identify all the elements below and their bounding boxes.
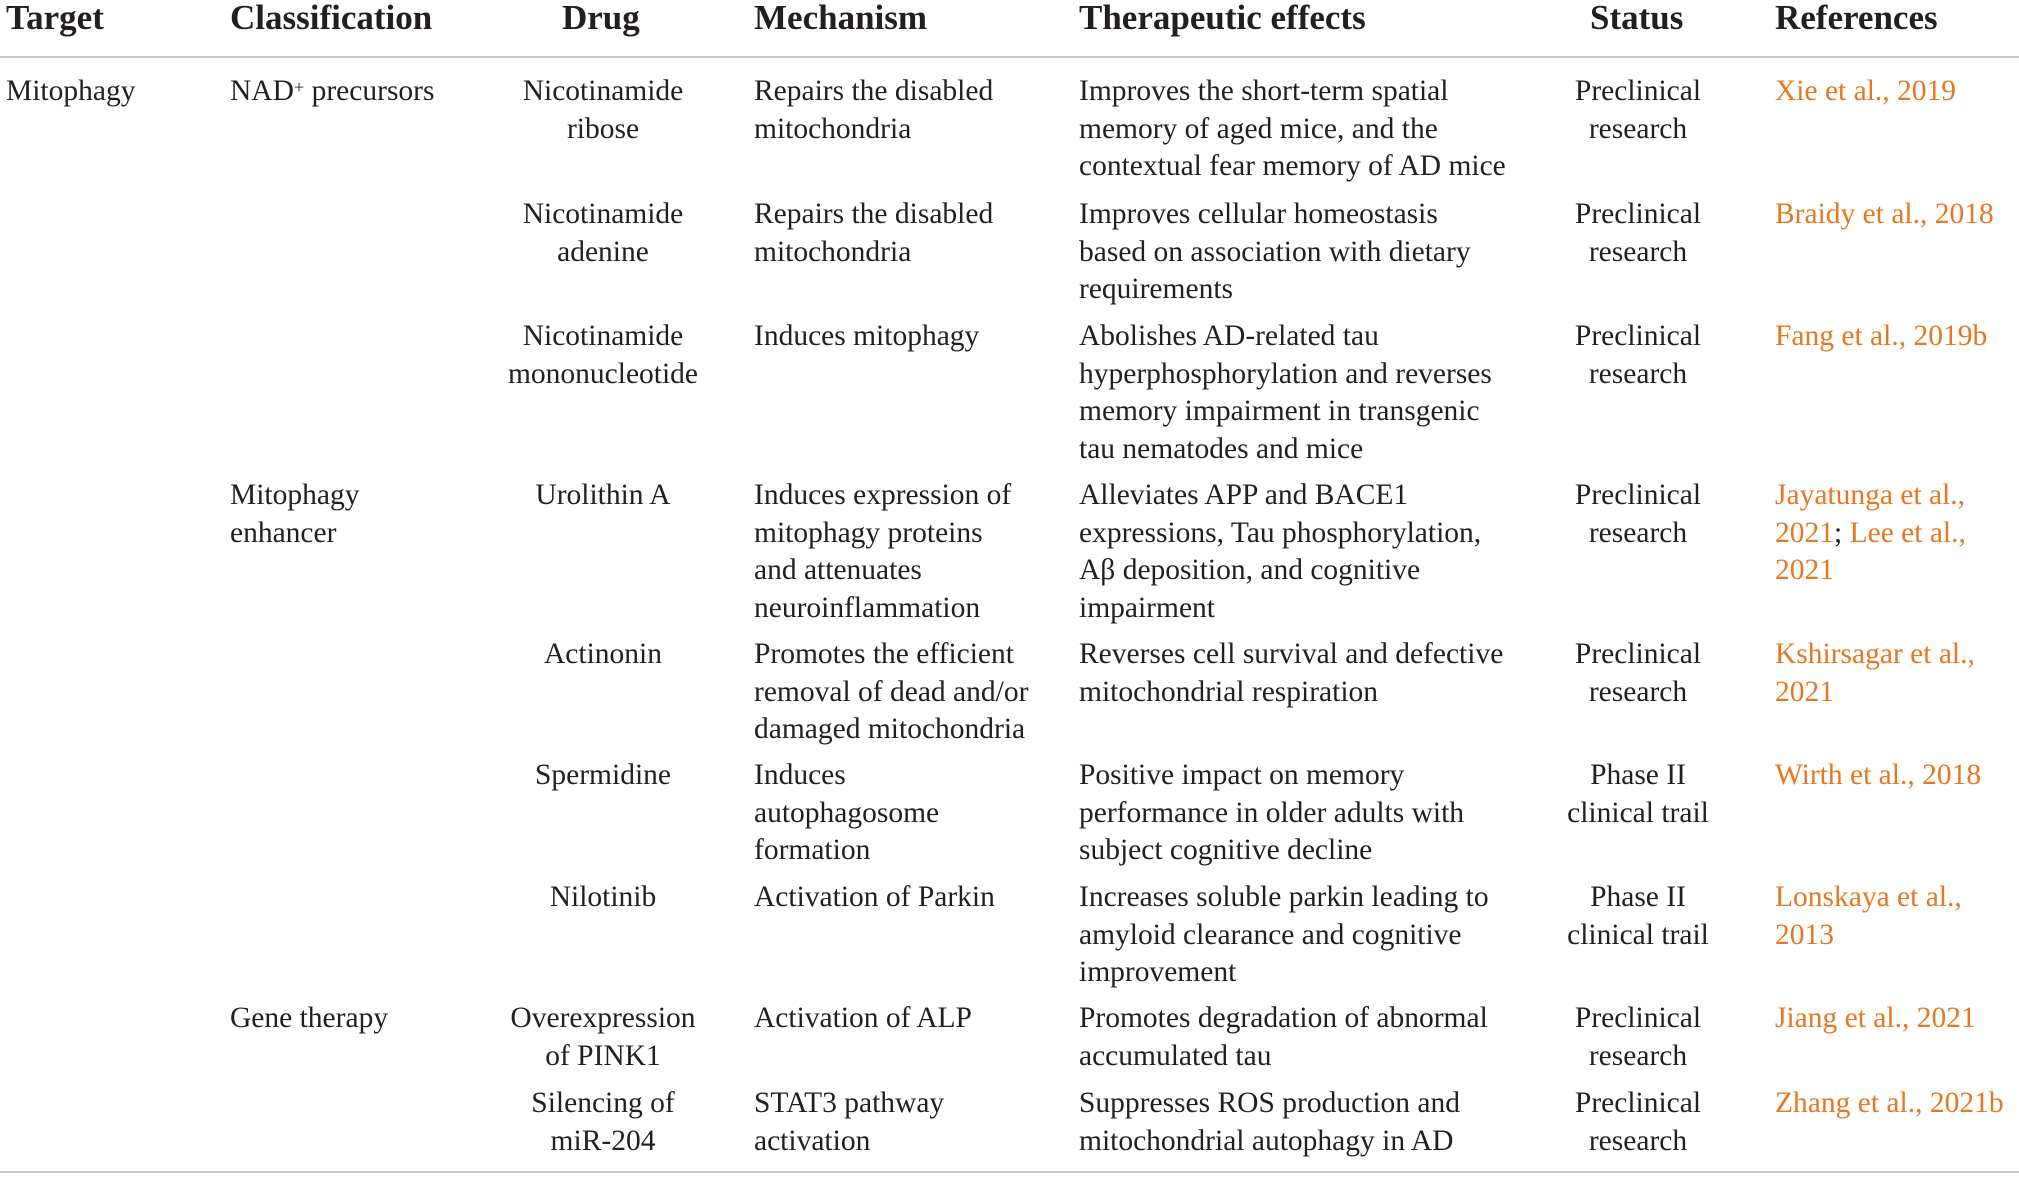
mechanism-cell: Repairs the disabled mitochondria [754,198,994,268]
reference-link[interactable]: Lee et al., 2021 [1775,516,1966,586]
table-bottom-rule [0,1171,2019,1173]
reference-link[interactable]: Jiang et al., 2021 [1775,1002,1976,1034]
reference-link[interactable]: Lonskaya et al., 2013 [1775,881,1962,951]
nad-text: NAD [230,75,294,107]
header-therapeutic-effects: Therapeutic effects [1079,0,1366,37]
reference-separator: ; [1834,516,1843,549]
reference-link[interactable]: Zhang et al., 2021b [1775,1087,2004,1119]
mechanism-cell: Induces mitophagy [754,320,980,352]
target-cell: Mitophagy [6,75,136,107]
reference-link[interactable]: Jayatunga et al., 2021 [1775,479,1966,549]
mechanism-cell: Activation of ALP [754,1002,972,1034]
effects-cell: Improves the short-term spatial memory of aged mice, and the contextual fear memory of AD mice [1079,75,1506,182]
nad-superscript: + [293,77,305,97]
mechanism-cell: Promotes the efficient removal of dead and/or damaged mitochondria [754,638,1029,745]
reference-cell [1775,477,2019,590]
effects-cell: Alleviates APP and BACE1 expressions, Tau phosphorylation, Aβ deposition, and cognitive impairment [1079,479,1482,624]
status-cell: Preclinical research [1574,1002,1702,1072]
status-cell: Preclinical research [1574,198,1702,268]
status-cell: Preclinical research [1574,1087,1702,1157]
drug-cell: Silencing of miR-204 [531,1087,675,1157]
nad-precursors-text: precursors [304,75,435,107]
drug-cell: Nilotinib [549,881,657,913]
reference-link[interactable]: Wirth et al., 2018 [1775,759,1982,791]
classification-nad-precursors [230,73,434,111]
header-mechanism: Mechanism [754,0,928,37]
status-cell: Phase II clinical trail [1567,881,1709,951]
status-cell: Preclinical research [1574,75,1702,145]
header-status: Status [1590,0,1684,37]
reference-link[interactable]: Xie et al., 2019 [1775,75,1957,107]
reference-link[interactable]: Braidy et al., 2018 [1775,198,1994,230]
status-cell: Preclinical research [1574,320,1702,390]
effects-cell: Reverses cell survival and defective mitochondrial respiration [1079,638,1504,708]
effects-cell: Increases soluble parkin leading to amyloid clearance and cognitive improvement [1079,881,1489,988]
status-cell: Phase II clinical trail [1567,759,1709,829]
header-classification: Classification [230,0,433,37]
effects-cell: Promotes degradation of abnormal accumulated tau [1079,1002,1488,1072]
drug-cell: Spermidine [534,759,671,791]
drug-cell: Overexpression of PINK1 [510,1002,696,1072]
effects-cell: Abolishes AD-related tau hyperphosphorylation and reverses memory impairment in transgenic tau nematodes and mice [1079,320,1492,465]
mechanism-cell: STAT3 pathway activation [754,1087,945,1157]
drug-cell: Urolithin A [535,479,671,511]
classification-mitophagy-enhancer: Mitophagy enhancer [230,479,360,549]
drug-cell: Actinonin [544,638,662,670]
mechanism-cell: Activation of Parkin [754,881,995,913]
mechanism-cell: Induces expression of mitophagy proteins and attenuates neuroinflammation [754,479,1012,624]
mechanism-cell: Repairs the disabled mitochondria [754,75,994,145]
effects-cell: Improves cellular homeostasis based on association with dietary requirements [1079,198,1471,305]
reference-link[interactable]: Fang et al., 2019b [1775,320,1988,352]
effects-cell: Suppresses ROS production and mitochondrial autophagy in AD [1079,1087,1461,1157]
status-cell: Preclinical research [1574,638,1702,708]
drug-cell: Nicotinamide adenine [522,198,684,268]
mechanism-cell: Induces autophagosome formation [754,759,940,866]
header-drug: Drug [562,0,640,37]
drug-cell: Nicotinamide mononucleotide [507,320,699,390]
status-cell: Preclinical research [1574,479,1702,549]
effects-cell: Positive impact on memory performance in older adults with subject cognitive decline [1079,759,1465,866]
drug-cell: Nicotinamide ribose [522,75,684,145]
header-references: References [1775,0,1938,37]
classification-gene-therapy: Gene therapy [230,1002,389,1034]
header-target: Target [6,0,104,37]
header-divider [0,56,2019,58]
reference-link[interactable]: Kshirsagar et al., 2021 [1775,638,1975,708]
